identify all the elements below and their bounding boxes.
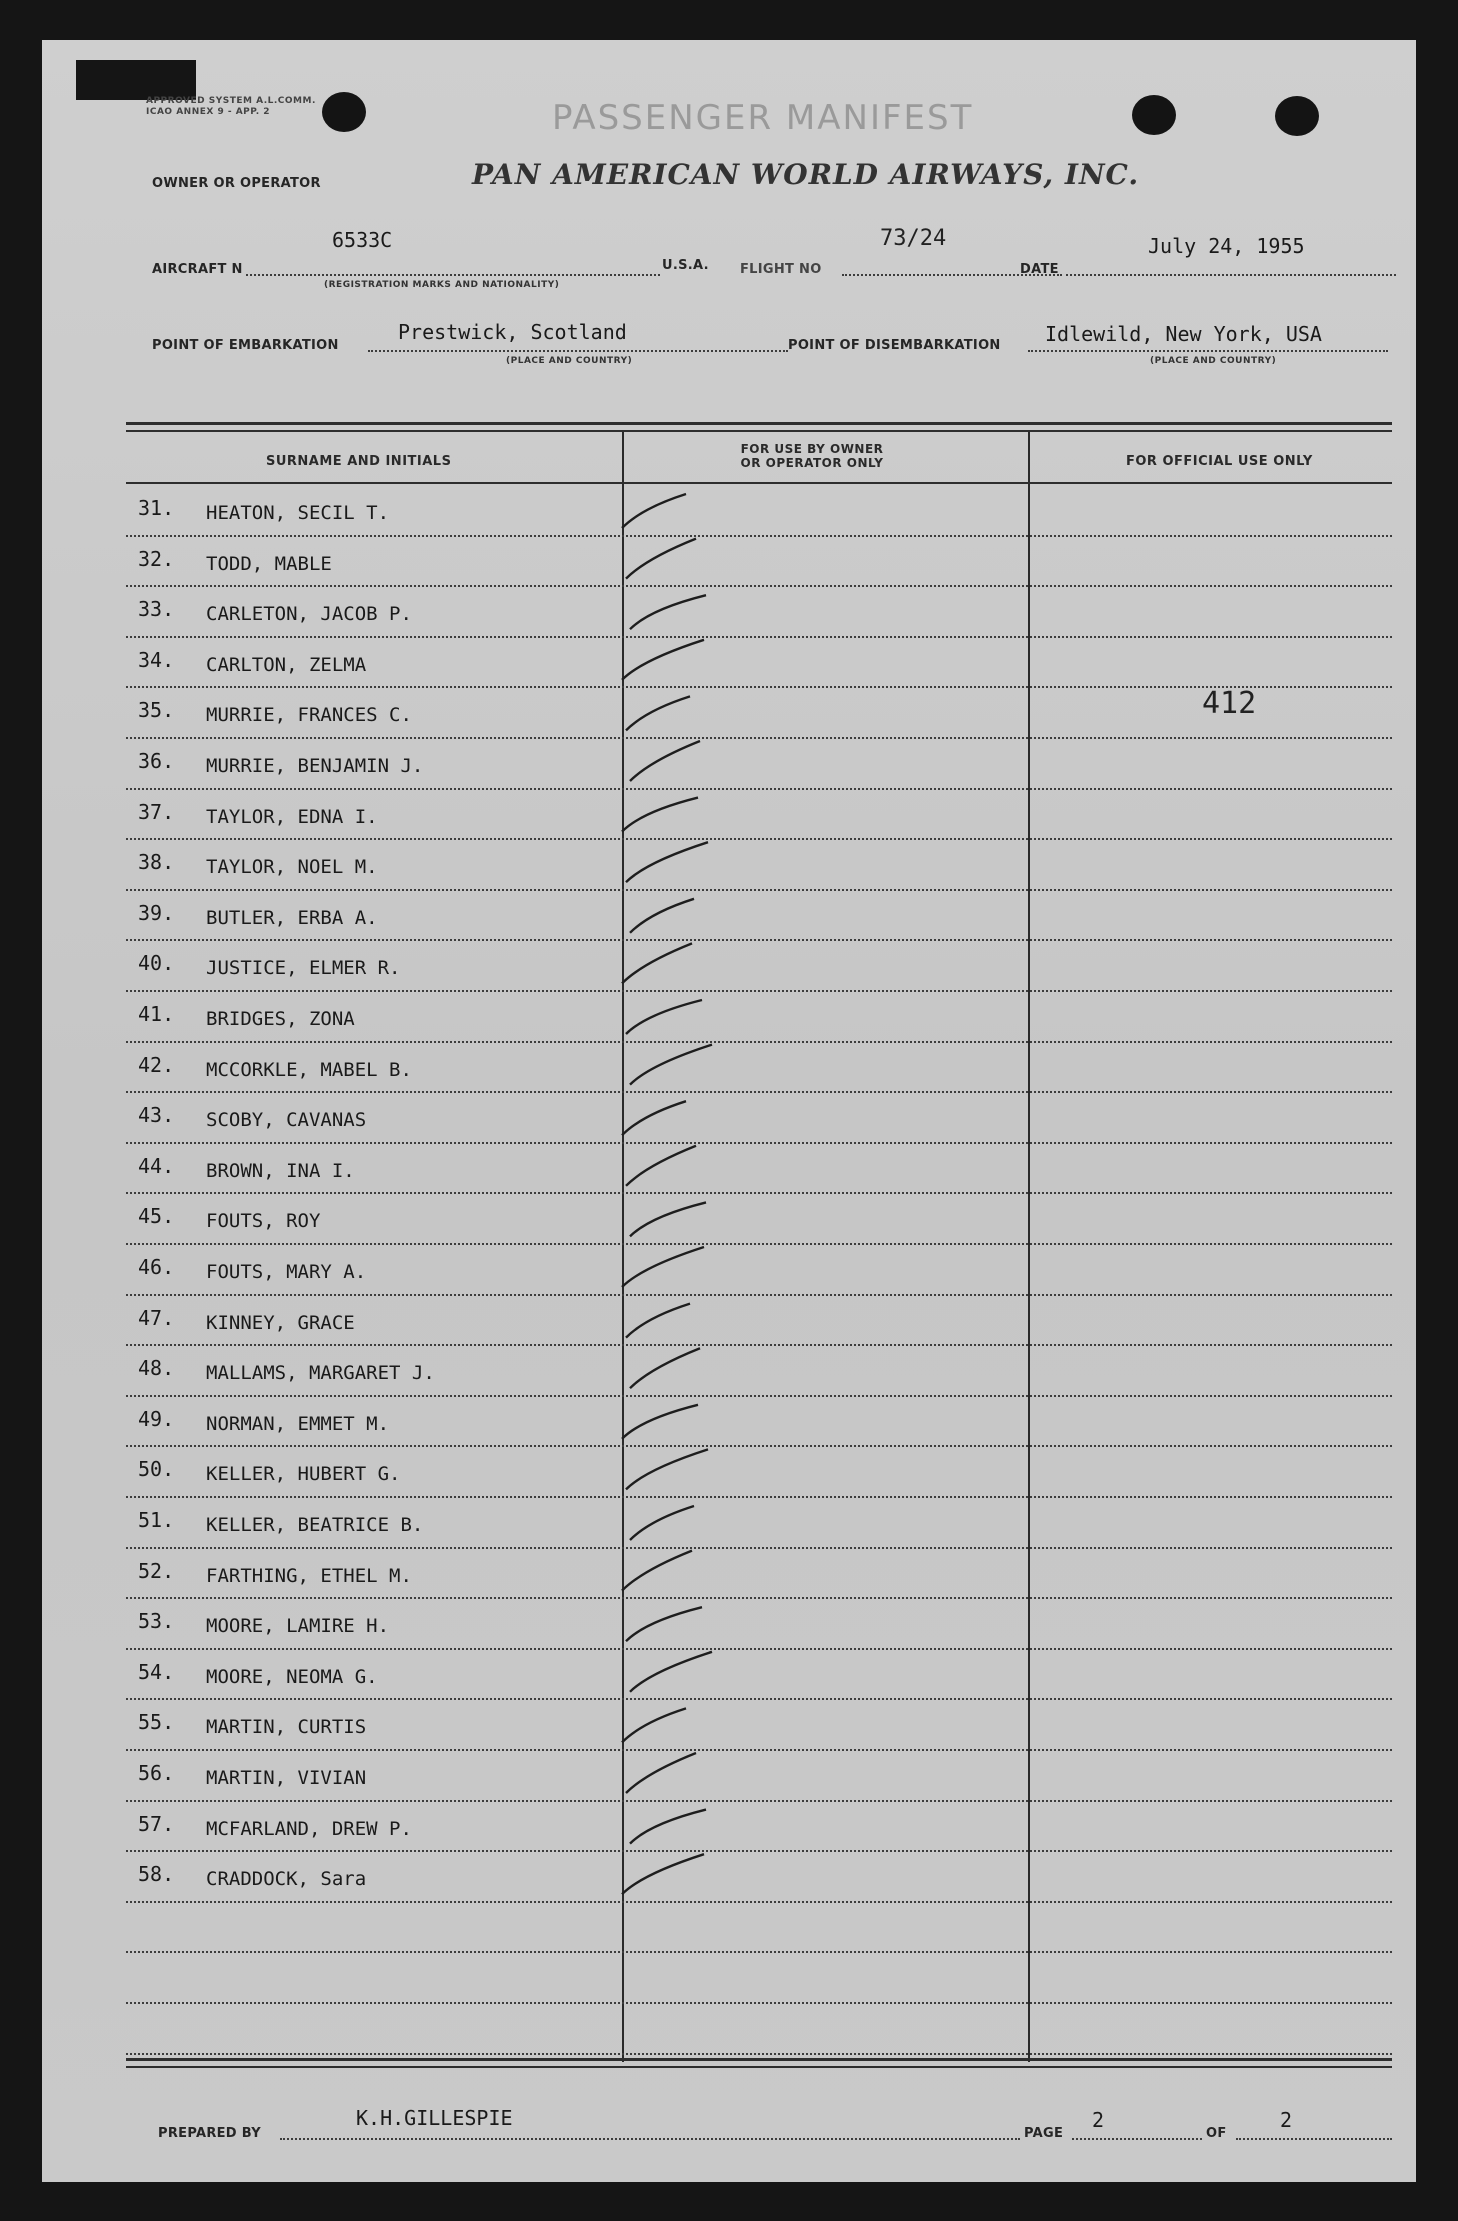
check-mark — [622, 1708, 686, 1742]
company-name: PAN AMERICAN WORLD AIRWAYS, INC. — [472, 158, 1140, 191]
row-number: 38. — [138, 850, 175, 875]
page-line — [1072, 2138, 1202, 2140]
column-header-owner: FOR USE BY OWNER OR OPERATOR ONLY — [740, 442, 884, 470]
official-note: 412 — [1202, 686, 1257, 721]
row-number: 46. — [138, 1255, 175, 1279]
passenger-name: TAYLOR, EDNA I. — [206, 805, 378, 828]
embark-value: Prestwick, Scotland — [398, 320, 627, 344]
aircraft-label: AIRCRAFT N — [152, 262, 243, 277]
passenger-name: MOORE, LAMIRE H. — [206, 1615, 390, 1638]
passenger-name: CRADDOCK, Sara — [206, 1868, 367, 1891]
row-number: 56. — [138, 1761, 175, 1785]
check-mark — [630, 1810, 706, 1844]
check-mark — [630, 1202, 706, 1236]
row-number: 37. — [138, 799, 175, 824]
row-number: 48. — [138, 1356, 175, 1381]
passenger-name: TODD, MABLE — [206, 552, 332, 575]
passenger-name: TAYLOR, NOEL M. — [206, 856, 378, 879]
passenger-name: FARTHING, ETHEL M. — [206, 1564, 412, 1587]
passenger-name: MCCORKLE, MABEL B. — [206, 1058, 412, 1081]
row-number: 47. — [138, 1305, 175, 1330]
passenger-name: MURRIE, FRANCES C. — [206, 704, 412, 727]
passenger-name: CARLTON, ZELMA — [206, 653, 367, 676]
row-number: 49. — [138, 1406, 175, 1431]
approval-stamp: APPROVED SYSTEM A.L.COMM. ICAO ANNEX 9 - APP. 2 — [146, 96, 316, 117]
passenger-name: JUSTICE, ELMER R. — [206, 957, 401, 980]
passenger-name: KELLER, HUBERT G. — [206, 1463, 401, 1486]
date-value: July 24, 1955 — [1148, 234, 1305, 258]
date-label: DATE — [1020, 262, 1059, 277]
row-number: 40. — [138, 951, 175, 976]
row-number: 54. — [138, 1659, 175, 1684]
check-mark — [630, 899, 694, 933]
embark-label: POINT OF EMBARKATION — [152, 338, 339, 353]
passenger-name: CARLETON, JACOB P. — [206, 603, 412, 626]
page-value: 2 — [1092, 2108, 1105, 2132]
check-mark — [622, 494, 686, 528]
row-number: 35. — [138, 698, 175, 723]
check-mark — [626, 696, 690, 730]
prepared-label: PREPARED BY — [158, 2126, 261, 2141]
passenger-name: MALLAMS, MARGARET J. — [206, 1362, 435, 1385]
owner-label: OWNER OR OPERATOR — [152, 176, 321, 191]
check-mark — [622, 1247, 704, 1287]
check-mark — [630, 595, 706, 629]
page-title: PASSENGER MANIFEST — [552, 98, 974, 138]
passenger-name: FOUTS, ROY — [206, 1210, 321, 1233]
disembark-value: Idlewild, New York, USA — [1045, 322, 1322, 346]
passenger-name: MOORE, NEOMA G. — [206, 1665, 378, 1688]
check-mark — [622, 943, 692, 983]
table-bottom-rule — [126, 2058, 1392, 2061]
check-mark — [630, 741, 700, 781]
column-header-surname: SURNAME AND INITIALS — [266, 454, 452, 469]
passenger-name: KELLER, BEATRICE B. — [206, 1514, 424, 1536]
check-mark — [622, 1405, 698, 1439]
check-mark — [626, 1753, 696, 1793]
row-number: 58. — [138, 1862, 175, 1887]
row-number: 31. — [138, 496, 175, 520]
check-mark — [626, 1000, 702, 1034]
passenger-name: BROWN, INA I. — [206, 1159, 355, 1182]
of-value: 2 — [1280, 2108, 1293, 2132]
row-number: 32. — [138, 546, 175, 571]
prepared-line — [280, 2138, 1020, 2140]
check-mark — [626, 1607, 702, 1641]
row-number: 55. — [138, 1710, 175, 1735]
row-number: 52. — [138, 1558, 175, 1583]
check-mark — [626, 1146, 696, 1186]
check-mark — [622, 798, 698, 832]
disembark-label: POINT OF DISEMBARKATION — [788, 338, 1001, 353]
passenger-name: MARTIN, VIVIAN — [206, 1767, 367, 1789]
row-number: 39. — [138, 900, 175, 925]
passenger-name: NORMAN, EMMET M. — [206, 1412, 390, 1435]
row-number: 42. — [138, 1052, 175, 1077]
passenger-name: SCOBY, CAVANAS — [206, 1109, 367, 1132]
passenger-name: BRIDGES, ZONA — [206, 1008, 355, 1030]
check-mark — [630, 1652, 712, 1692]
row-number: 34. — [138, 647, 175, 672]
check-mark — [626, 539, 696, 579]
flight-value: 73/24 — [880, 226, 947, 251]
table-bottom-rule-2 — [126, 2066, 1392, 2068]
usa-label: U.S.A. — [662, 258, 709, 273]
row-number: 36. — [138, 749, 175, 773]
check-mark — [630, 1045, 712, 1085]
check-mark — [630, 1348, 700, 1388]
passenger-name: KINNEY, GRACE — [206, 1311, 355, 1334]
row-number: 33. — [138, 597, 175, 622]
row-number: 41. — [138, 1002, 175, 1026]
row-number: 45. — [138, 1204, 175, 1229]
check-mark — [622, 1854, 704, 1894]
row-number: 53. — [138, 1609, 175, 1634]
check-mark — [622, 1101, 686, 1135]
of-line — [1236, 2138, 1392, 2140]
column-header-official: FOR OFFICIAL USE ONLY — [1126, 454, 1313, 469]
row-number: 57. — [138, 1811, 175, 1836]
manifest-sheet — [42, 40, 1416, 2182]
check-mark — [626, 842, 708, 882]
registration-note: (REGISTRATION MARKS AND NATIONALITY) — [324, 280, 560, 290]
check-mark — [622, 640, 704, 680]
row-number: 44. — [138, 1153, 175, 1178]
check-mark — [622, 1551, 692, 1591]
aircraft-value: 6533C — [332, 228, 393, 252]
check-mark — [626, 1449, 708, 1489]
row-number: 51. — [138, 1508, 175, 1532]
flight-label: FLIGHT NO — [740, 262, 822, 277]
check-marks — [42, 40, 1416, 2182]
prepared-value: K.H.GILLESPIE — [356, 2106, 513, 2130]
place-note-disembark: (PLACE AND COUNTRY) — [1150, 356, 1277, 366]
passenger-name: MURRIE, BENJAMIN J. — [206, 755, 424, 777]
passenger-name: HEATON, SECIL T. — [206, 502, 390, 524]
check-mark — [630, 1506, 694, 1540]
of-label: OF — [1206, 2126, 1227, 2141]
passenger-name: FOUTS, MARY A. — [206, 1261, 367, 1283]
place-note-embark: (PLACE AND COUNTRY) — [506, 356, 633, 366]
page-label: PAGE — [1024, 2126, 1064, 2141]
row-number: 50. — [138, 1457, 175, 1482]
passenger-name: BUTLER, ERBA A. — [206, 906, 378, 929]
passenger-name: MARTIN, CURTIS — [206, 1716, 367, 1739]
row-number: 43. — [138, 1103, 175, 1128]
passenger-name: MCFARLAND, DREW P. — [206, 1817, 412, 1840]
check-mark — [626, 1304, 690, 1338]
